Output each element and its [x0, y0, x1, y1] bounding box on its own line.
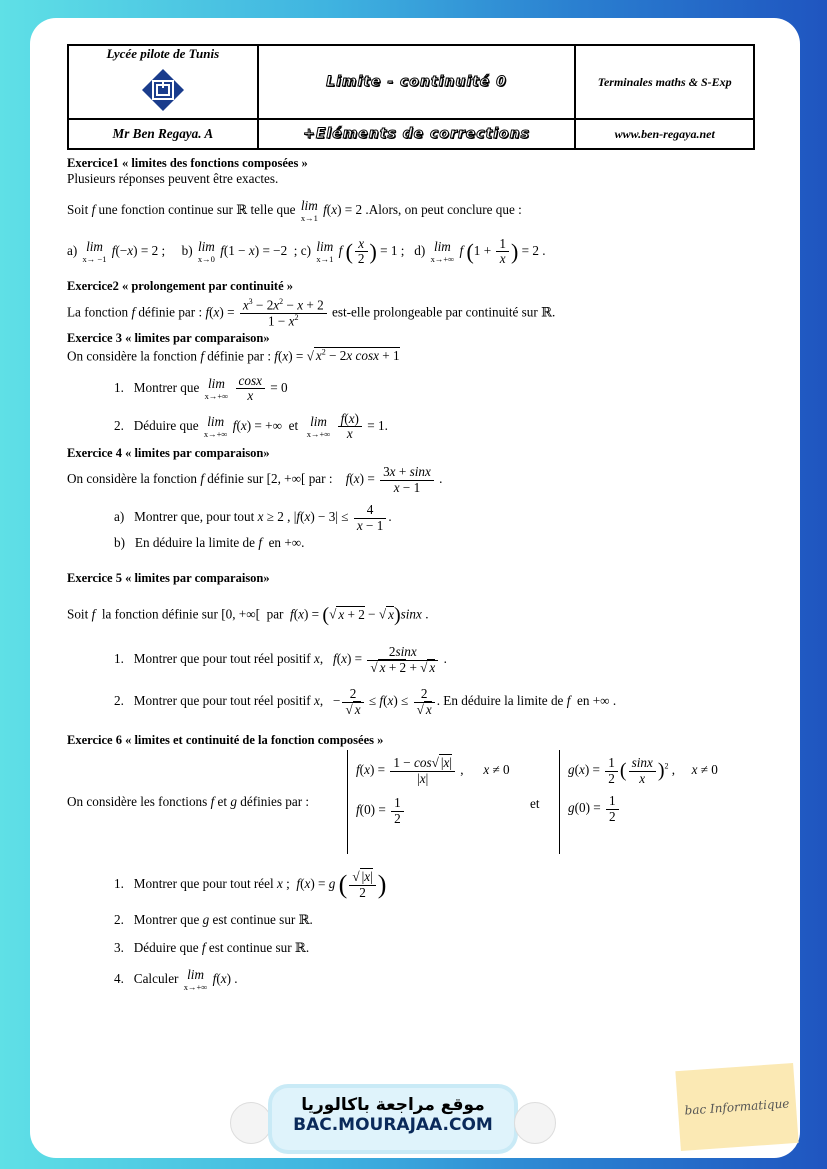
exercise-4-statement: On considère la fonction f définie sur [2, +∞[ par : f(x) = $\frac{3x + \sin x}{x - 1}$ .	[67, 464, 443, 495]
g-definition: g(x) = $\frac{1}{2}$ ( $\frac{\sin x}{x}$ )$^2$ , x ≠ 0 g(0) = $\frac{1}{2}$	[559, 750, 718, 854]
exercise-3-question-1: 1. Montrer que lim x→+∞ $\frac{\cos x}{x}$ = 0	[114, 372, 288, 404]
title-cell	[258, 45, 576, 119]
exercise-5-question-1: 1. Montrer que pour tout réel positif x, f(x) = $\frac{2\sin x}{√ x + 2 + √ x}$ .	[114, 644, 447, 675]
exercise-5-title: Exercice 5 « limites par comparaison»	[67, 571, 270, 586]
school-logo-icon	[141, 68, 185, 112]
exercise-5-question-2: 2. Montrer que pour tout réel positif x, − $\frac{2}{√ x}$ ≤ f(x) ≤ $\frac{2}{√ x}$ . En déduire la limite de f en +∞ .	[114, 686, 617, 717]
level-label: Terminales maths & S-Exp	[597, 74, 732, 89]
header-table	[67, 44, 755, 150]
teacher-cell	[68, 119, 258, 149]
exercise-1-statement: Soit f une fonction continue sur ℝ telle que lim x→1 f(x) = 2 .Alors, on peut conclure que :	[67, 198, 522, 224]
document-subtitle: +Eléments de corrections	[303, 126, 530, 142]
exercise-4-question-b: b) En déduire la limite de f en +∞.	[114, 535, 305, 551]
exercise-6-title: Exercice 6 « limites et continuité de la fonction composées »	[67, 733, 384, 748]
exercise-1-title: Exercice1 « limites des fonctions composées »	[67, 156, 308, 170]
exercise-3-question-2: 2. Déduire que lim x→+∞ f(x) = +∞ et lim x→+∞ $\frac{f(x)}{x}$ = 1.	[114, 410, 388, 442]
exercise-4-question-a: a) Montrer que, pour tout x ≥ 2 , |f(x) − 3| ≤ $\frac{4}{x - 1}$ .	[114, 502, 392, 533]
document-title: Limite - continuité 0	[326, 74, 507, 90]
exercise-5-statement: Soit f la fonction définie sur [0, +∞[ par f(x) = (√ x + 2 − √ x)sinx .	[67, 604, 429, 627]
f-definition: f(x) = $\frac{1 - \cos√ |x|}{|x|}$ , x ≠ 0 f(0) = $\frac{1}{2}$	[347, 750, 510, 854]
footer-arabic-text: موقع مراجعة باكالوريا	[301, 1095, 485, 1115]
right-badge-icon	[514, 1102, 556, 1144]
document-page	[30, 18, 800, 1158]
exercise-2-statement: La fonction f définie par : f(x) = $\frac{x^3 - 2x^2 - x + 2}{1 - x^2}$ est-elle prolongeable par continuité sur ℝ.	[67, 296, 556, 329]
exercise-1-choices[interactable]: a) lim x→ −1 f(−x) = 2 ; b) lim x→0 f(1 − x) = −2 ; c) lim x→1 f ( $\frac{x}{2}$ ) = 1 ; d) lim x→+∞ f (1 + $\frac{1}{x}$ ) = 2 .	[67, 235, 546, 267]
exercise-3-statement: On considère la fonction f définie par : f(x) = √ $x^2 - 2x$ cosx + 1	[67, 347, 400, 363]
exercise-3-title: Exercice 3 « limites par comparaison»	[67, 330, 270, 345]
exercise-6-statement: On considère les fonctions f et g définies par : f(x) = $\frac{1 - \cos√ |x|}{|x|}$ , x ≠ 0 f(0) = $\frac{1}{2}$ et g(x) = $\frac{1}{2}$ ( $\frac{\sin x}{x}$ )$^2$ , x ≠ 0 g(0) = $\frac{1}{2}$	[67, 750, 767, 858]
website-cell	[575, 119, 754, 149]
exercise-2-title: Exercice2 « prolongement par continuité »	[67, 278, 294, 293]
exercise-6-question-1: 1. Montrer que pour tout réel x ; f(x) = g ( $\frac{√ |x|}{2}$ )	[114, 869, 387, 900]
footer-banner[interactable]	[272, 1088, 514, 1150]
exercise-6-question-4: 4. Calculer lim x→+∞ f(x) .	[114, 967, 238, 993]
left-badge-icon	[230, 1102, 272, 1144]
document-content	[67, 44, 767, 992]
school-cell	[68, 45, 258, 119]
teacher-name: Mr Ben Regaya. A	[112, 126, 214, 141]
level-cell	[575, 45, 754, 119]
exercise-4-title: Exercice 4 « limites par comparaison»	[67, 446, 270, 460]
exercise-6-question-2: 2. Montrer que g est continue sur ℝ.	[114, 912, 313, 928]
sticky-note-logo: bac Informatique	[675, 1063, 798, 1151]
exercise-6-question-3: 3. Déduire que f est continue sur ℝ.	[114, 940, 310, 956]
exercise-1-intro: Plusieurs réponses peuvent être exactes.	[67, 171, 279, 186]
footer-site-link[interactable]: BAC.MOURAJAA.COM	[293, 1115, 493, 1135]
school-name: Lycée pilote de Tunis	[106, 46, 220, 61]
website-label: www.ben-regaya.net	[614, 126, 715, 141]
subtitle-cell	[258, 119, 576, 149]
